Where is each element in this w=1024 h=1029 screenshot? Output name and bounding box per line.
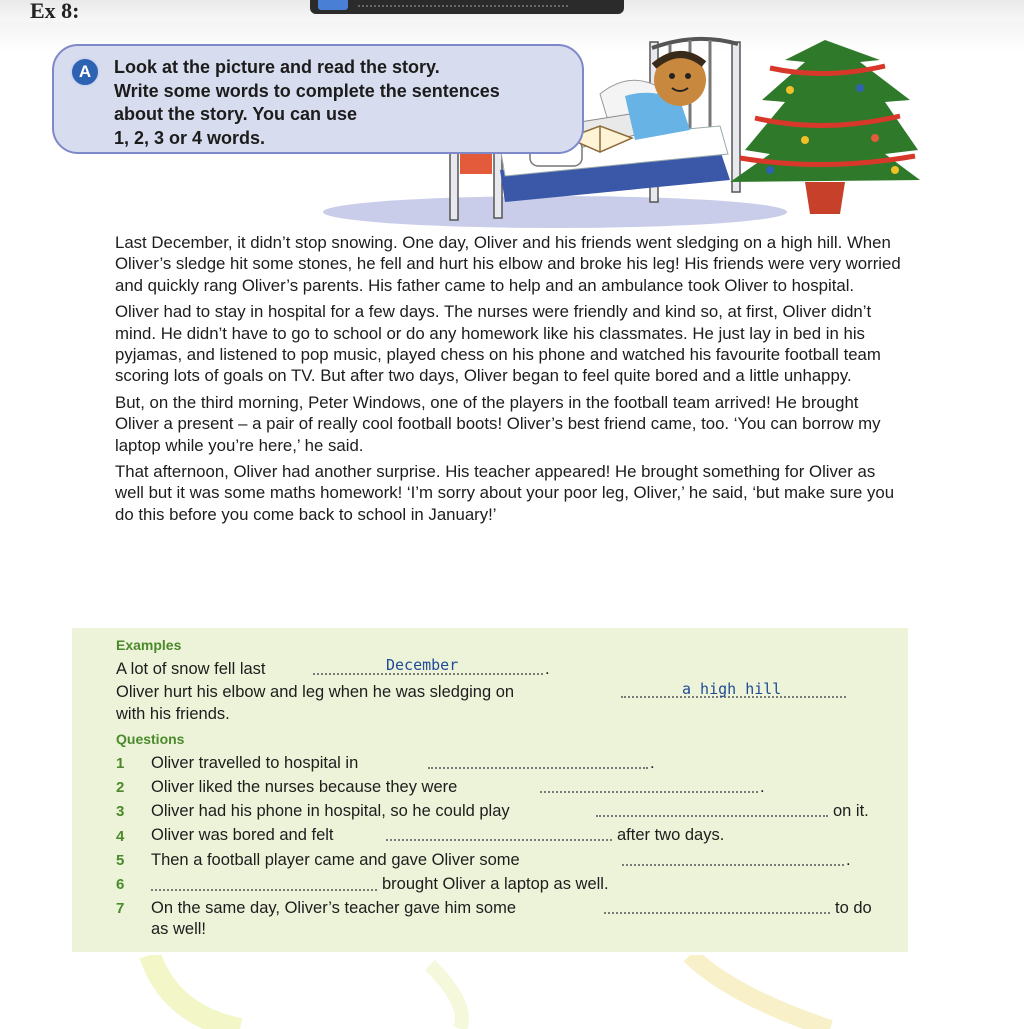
question-7-end-line-2: as well! [151, 920, 207, 938]
question-3-number: 3 [116, 803, 125, 820]
example-2-end: with his friends. [116, 705, 230, 723]
question-6-number: 6 [116, 876, 125, 893]
floor-shadow [323, 196, 787, 228]
question-4-text: Oliver was bored and felt [151, 826, 334, 844]
toolbar-button[interactable] [318, 0, 348, 10]
question-1-end: . [650, 754, 655, 772]
exercise-label: Ex 8: [30, 0, 80, 23]
question-5-number: 5 [116, 852, 125, 869]
section-badge: A [70, 57, 100, 87]
watermark-graphic [130, 955, 890, 1029]
example-1-text: A lot of snow fell last [116, 660, 266, 678]
christmas-tree-icon [730, 40, 920, 214]
question-1-text: Oliver travelled to hospital in [151, 754, 359, 772]
instruction-line: about the story. You can use [114, 104, 358, 124]
instruction-text [114, 56, 584, 150]
question-3-answer-blank[interactable] [596, 814, 828, 817]
question-2-number: 2 [116, 779, 125, 796]
question-2-end: . [760, 778, 765, 796]
question-2-answer-blank[interactable] [540, 790, 758, 793]
question-5-end: . [846, 851, 851, 869]
example-2-answer: a high hill [682, 680, 782, 698]
example-1-answer: December [386, 656, 459, 674]
instruction-line: Look at the picture and read the story. [114, 57, 440, 77]
examples-heading: Examples [116, 637, 182, 653]
question-4-number: 4 [116, 828, 125, 845]
question-7-text: On the same day, Oliver’s teacher gave him some [151, 899, 516, 917]
question-6-text: brought Oliver a laptop as well. [382, 875, 609, 893]
story-text [115, 232, 905, 530]
question-3-text: Oliver had his phone in hospital, so he could play [151, 802, 510, 820]
question-6-answer-blank[interactable] [151, 888, 377, 891]
story-paragraph: Last December, it didn’t stop snowing. One day, Oliver and his friends went sledging on a high hill. When Oliver’s sledge hit some stones, he fell and hurt his elbow and broke his leg! His friends were very worried and quickly rang Oliver’s parents. His father came to help and an ambulance took Oliver to hospital. [115, 233, 901, 295]
questions-heading: Questions [116, 731, 185, 747]
question-7-answer-blank[interactable] [604, 911, 830, 914]
instruction-line: Write some words to complete the sentences [114, 80, 500, 101]
question-1-number: 1 [116, 755, 125, 772]
question-5-answer-blank[interactable] [622, 863, 844, 866]
example-2-text: Oliver hurt his elbow and leg when he was sledging on [116, 683, 515, 701]
instruction-line: 1, 2, 3 or 4 words. [114, 127, 266, 148]
question-5-text: Then a football player came and gave Oliver some [151, 851, 520, 869]
question-7-end: to do [835, 899, 872, 917]
toolbar-caption [358, 0, 568, 7]
story-paragraph: Oliver had to stay in hospital for a few days. The nurses were friendly and kind so, at first, Oliver didn’t mind. He didn’t have to go to school or do any homework like his classmates. He just lay in bed in his pyjamas, and listened to pop music, played chess on his phone and watched his favourite football team scoring lots of goals on TV. But after two days, Oliver began to feel quite bored and a little unhappy. [115, 302, 881, 386]
question-1-answer-blank[interactable] [428, 766, 648, 769]
question-2-text: Oliver liked the nurses because they were [151, 778, 458, 796]
story-paragraph: That afternoon, Oliver had another surprise. His teacher appeared! He brought something for Oliver as well but it was some maths homework! ‘I’m sorry about your poor leg, Oliver,’ he said, ‘but make sure you do this before you come back to school in January!’ [115, 462, 895, 524]
example-1-end: . [545, 660, 550, 678]
question-3-end: on it. [833, 802, 869, 820]
question-7-number: 7 [116, 900, 125, 917]
question-4-answer-blank[interactable] [386, 838, 612, 841]
story-paragraph: But, on the third morning, Peter Windows, one of the players in the football team arrived! He brought Oliver a present – a pair of really cool football boots! Oliver’s best friend came, too. ‘You can borrow my laptop while you’re here,’ he said. [115, 392, 881, 455]
question-4-end: after two days. [617, 826, 725, 844]
